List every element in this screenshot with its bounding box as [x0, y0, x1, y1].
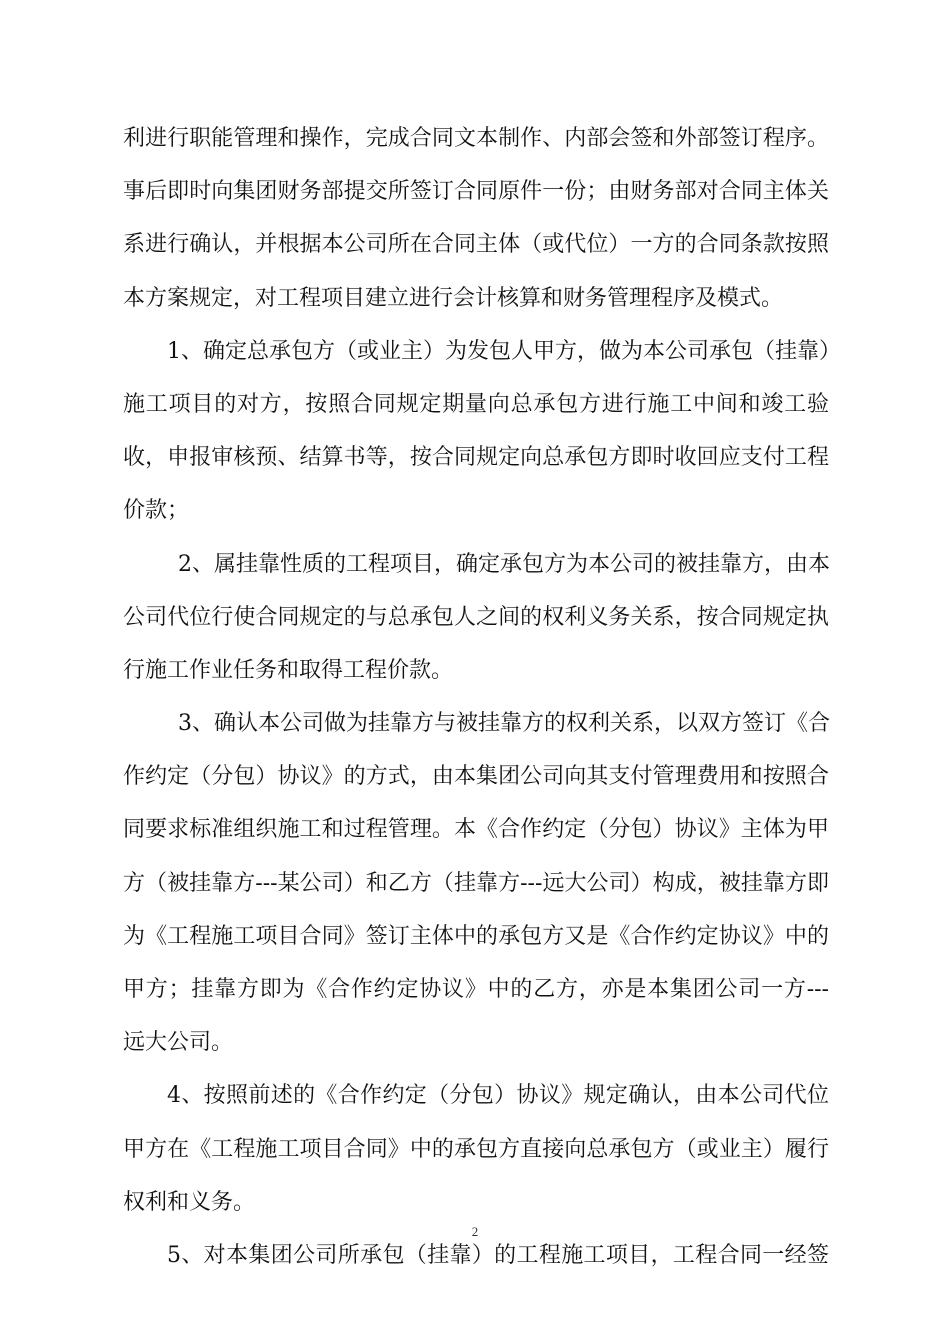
item-4-line: 权利和义务。 — [123, 1189, 256, 1215]
item-1-line: 施工项目的对方，按照合同规定期量向总承包方进行施工中间和竣工验 — [123, 391, 829, 417]
paragraph-line: 利进行职能管理和操作，完成合同文本制作、内部会签和外部签订程序。 — [123, 126, 829, 151]
paragraph-line: 事后即时向集团财务部提交所签订合同原件一份；由财务部对合同主体关 — [123, 179, 829, 205]
item-4-line: 甲方在《工程施工项目合同》中的承包方直接向总承包方（或业主）履行 — [123, 1136, 829, 1162]
item-5-line: 5、对本集团公司所承包（挂靠）的工程施工项目，工程合同一经签 — [167, 1242, 829, 1268]
item-1-line: 价款； — [123, 498, 190, 524]
paragraph-line: 本方案规定，对工程项目建立进行会计核算和财务管理程序及模式。 — [123, 285, 784, 311]
paragraph-line: 系进行确认，并根据本公司所在合同主体（或代位）一方的合同条款按照 — [123, 232, 829, 258]
item-1-line: 1、确定总承包方（或业主）为发包人甲方，做为本公司承包（挂靠） — [167, 338, 841, 364]
item-2-line: 2、属挂靠性质的工程项目，确定承包方为本公司的被挂靠方，由本 — [178, 551, 830, 577]
item-4-line: 4、按照前述的《合作约定（分包）协议》规定确认，由本公司代位 — [167, 1083, 829, 1109]
item-1-line: 收，申报审核预、结算书等，按合同规定向总承包方即时收回应支付工程 — [123, 445, 829, 471]
item-2-line: 行施工作业任务和取得工程价款。 — [123, 657, 454, 683]
item-3-line: 远大公司。 — [123, 1030, 234, 1056]
page-number: 2 — [471, 1224, 479, 1239]
body-text — [123, 112, 841, 1282]
item-3-line: 同要求标准组织施工和过程管理。本《合作约定（分包）协议》主体为甲 — [123, 817, 829, 843]
item-3-line: 为《工程施工项目合同》签订主体中的承包方又是《合作约定协议》中的 — [123, 923, 829, 949]
item-2-line: 公司代位行使合同规定的与总承包人之间的权利义务关系，按合同规定执 — [123, 604, 829, 630]
item-3-line: 方（被挂靠方---某公司）和乙方（挂靠方---远大公司）构成，被挂靠方即 — [123, 870, 829, 896]
item-3-line: 作约定（分包）协议》的方式，由本集团公司向其支付管理费用和按照合 — [123, 764, 829, 790]
item-3-line: 甲方；挂靠方即为《合作约定协议》中的乙方，亦是本集团公司一方--- — [123, 977, 829, 1002]
item-3-line: 3、确认本公司做为挂靠方与被挂靠方的权利关系，以双方签订《合 — [178, 711, 830, 737]
